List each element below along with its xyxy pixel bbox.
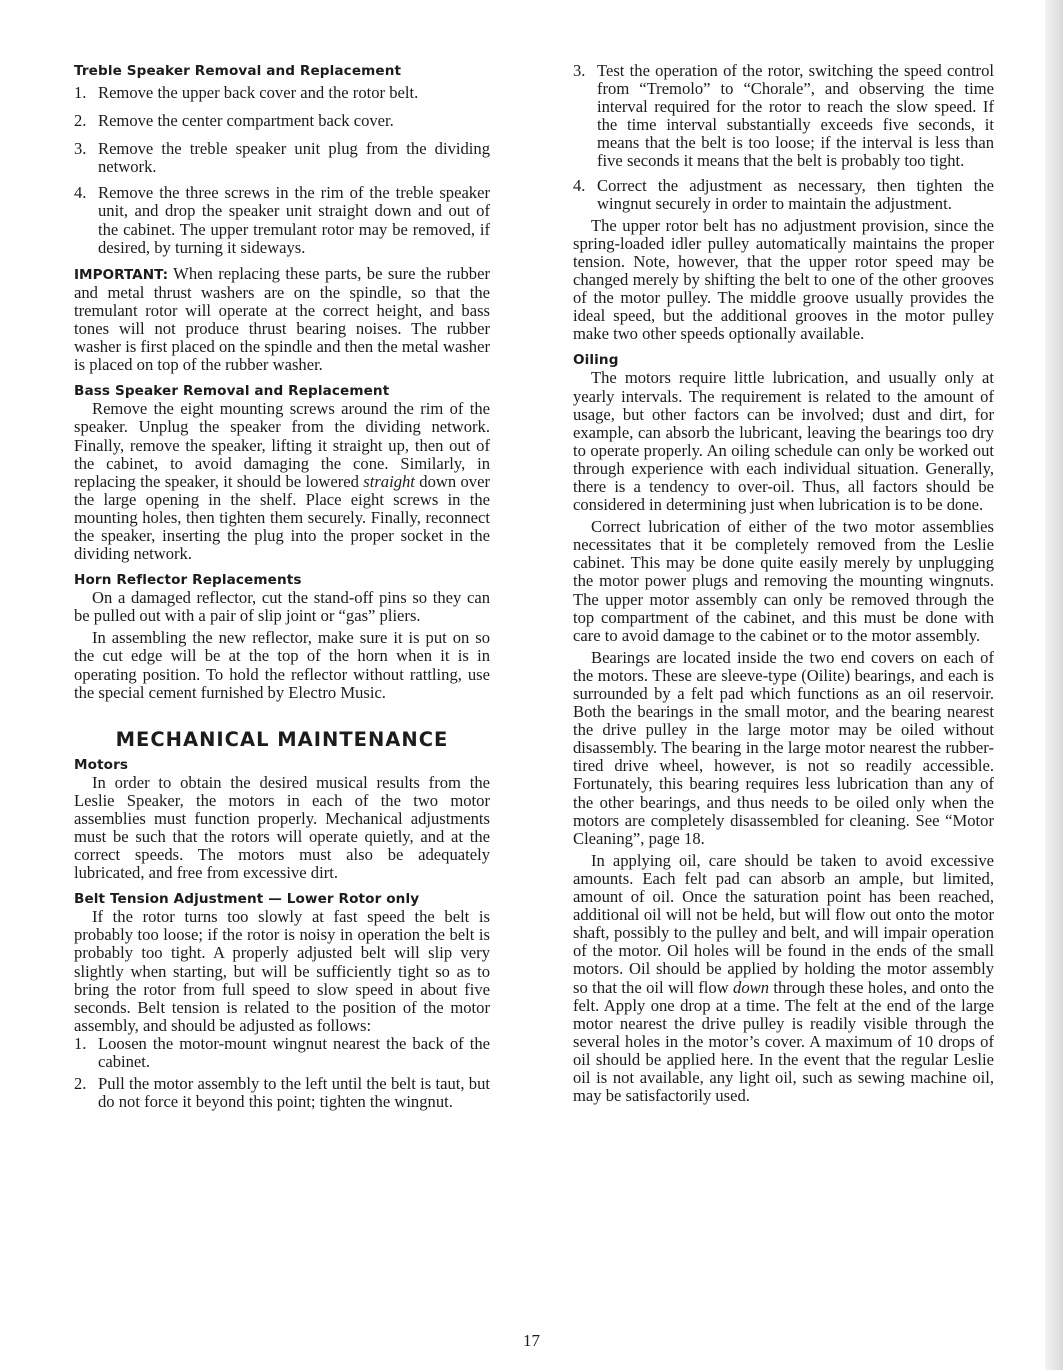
bass-text-emphasis: straight <box>363 471 415 491</box>
oiling-paragraph-4 <box>573 852 994 1105</box>
step-text: Remove the center compartment back cover. <box>98 111 394 131</box>
treble-step <box>74 112 490 130</box>
treble-step <box>74 84 490 102</box>
treble-heading: Treble Speaker Removal and Replacement <box>74 63 402 79</box>
right-column <box>573 62 994 1105</box>
bass-text-1: Remove the eight mounting screws around the rim of the speaker. Unplug the speaker from the dividing network. Finally, remove the speaker, lifting it straight up, then out of the cabinet, to avoid damaging the cone. Similarly, in replacing the speaker, it should be lowered <box>74 399 490 491</box>
step-number: 4. <box>74 183 87 203</box>
oiling-text-4a: In applying oil, care should be taken to avoid excessive amounts. Each felt pad can absorb an ample, but limited, amount of oil. Once the saturation point has been reached, additional oil will not be held, but will flow out onto the motor shaft, possibly to the pulley and belt, and will impair operation of the motor. Oil holes will be found in the ends of the small motors. Oil should be applied by holding the motor assembly so that the oil will flow <box>573 850 994 997</box>
step-text: Remove the upper back cover and the rotor belt. <box>98 83 419 102</box>
belt-step <box>74 1075 490 1111</box>
oiling-text-emphasis: down <box>733 977 769 997</box>
treble-step <box>74 140 490 176</box>
step-number: 4. <box>573 175 586 195</box>
treble-step <box>74 184 490 256</box>
step-text: Remove the three screws in the rim of the treble speaker unit, and drop the speaker unit straight down and out of the cabinet. The upper tremulant rotor may be removed, if desired, by turning it sideways. <box>98 183 490 257</box>
belt-paragraph: If the rotor turns too slowly at fast speed the belt is probably too loose; if the rotor is noisy in operation the belt is probably too tight. A properly adjusted belt will slip very slightly when starting, but will be sufficiently tight so as to bring the rotor from full speed to slow speed in about five seconds. Belt tension is related to the position of the motor assembly, and should be adjusted as follows: <box>74 907 490 1035</box>
step-number: 1. <box>74 1033 87 1053</box>
oiling-heading: Oiling <box>573 352 619 369</box>
step-text: Test the operation of the rotor, switching the speed control from “Tremolo” to “Chorale”, and observing the time interval required for the rotor to reach the slow speed. If the time interval substantially exceeds five seconds, it means that the belt is too loose; if the interval is less than five seconds it means that the belt is probably too tight. <box>597 61 994 171</box>
step-number: 2. <box>74 1074 87 1094</box>
oiling-paragraph-2: Correct lubrication of either of the two motor assemblies necessitates that it be completely removed from the Leslie cabinet. This may be done quite easily merely by unplugging the motor power plugs and removing the mounting wingnuts. The upper motor assembly can only be removed through the top compartment of the cabinet, and this must be done with care to avoid damage to the cabinet or to the motor assembly. <box>573 517 994 645</box>
motors-heading: Motors <box>74 756 129 773</box>
upper-belt-paragraph: The upper rotor belt has no adjustment provision, since the spring-loaded idler pulley automatically maintains the proper tension. Note, however, that the upper rotor speed may be changed merely by shifting the belt to one of the other grooves of the motor pulley. The middle groove usually provides the ideal speed, but the additional grooves in the motor pulley make two other speeds optionally available. <box>573 215 994 344</box>
important-label: IMPORTANT: <box>74 266 169 283</box>
step-number: 3. <box>573 61 586 80</box>
bass-paragraph <box>74 400 490 563</box>
belt-step <box>74 1035 490 1071</box>
horn-paragraph-2: In assembling the new reflector, make sure it is put on so the cut edge will be at the top of the horn when it is in operating position. To hold the reflector without rattling, use the special cement furnished by Electro Music. <box>74 628 490 702</box>
horn-paragraph-1: On a damaged reflector, cut the stand-off pins so they can be pulled out with a pair of slip joint or “gas” pliers. <box>74 588 490 626</box>
step-text: Loosen the motor-mount wingnut nearest the back of the cabinet. <box>98 1033 490 1072</box>
motors-paragraph: In order to obtain the desired musical results from the Leslie Speaker, the motors in each of the two motor assemblies must function properly. Mechanical adjustments must be such that the rotors will operate quietly, and at the correct speeds. The motors must also be adequately lubricated, and free from excessive dirt. <box>74 772 490 883</box>
important-text: When replacing these parts, be sure the rubber and metal thrust washers are on the spindle, so that the tremulant rotor will operate at the correct height, and bass tones will not produce thrust bearing noises. The rubber washer is first placed on the spindle and then the metal washer is placed on top of the rubber washer. <box>74 263 490 375</box>
belt-step <box>573 62 994 171</box>
important-note <box>74 265 490 375</box>
step-text: Pull the motor assembly to the left until the belt is taut, but do not force it beyond this point; tighten the wingnut. <box>98 1074 490 1112</box>
oiling-text-4b: through these holes, and onto the felt. Apply one drop at a time. The felt at the end of the large motor nearest the drive pulley is readily visible through the several holes in the motor’s cover. A maximum of 10 drops of oil should be applied here. In the event that the regular Leslie oil is not available, any light oil, such as sewing machine oil, may be satisfactorily used. <box>573 977 994 1106</box>
step-number: 1. <box>74 83 87 102</box>
horn-heading: Horn Reflector Replacements <box>74 572 302 589</box>
oiling-paragraph-3: Bearings are located inside the two end covers on each of the motors. These are sleeve-type (Oilite) bearings, and each is surrounded by a felt pad which functions as an oil reservoir. Both the bearings in the small motor, and the bearing nearest the drive pulley in the large motor may be oiled without disassembly. The bearing in the large motor nearest the rubber-tired drive wheel, however, is not so readily accessible. Fortunately, this bearing requires less lubrication than any of the other bearings, and thus needs to be oiled only when the motors are completely disassembled for cleaning. See “Motor Cleaning”, page 18. <box>573 647 994 848</box>
oiling-paragraph-1: The motors require little lubrication, and usually only at yearly intervals. The requirement is related to the amount of usage, but other factors can be involved; dust and dirt, for example, can absorb the lubricant, leaving the bearings too dry to operate properly. An oiling schedule can only be worked out through experience with each individual situation. Generally, there is a tendency to over-oil. Thus, all factors should be considered in determining just when lubrication is to be done. <box>573 368 994 515</box>
step-text: Correct the adjustment as necessary, then tighten the wingnut securely in order to maintain the adjustment. <box>597 175 994 213</box>
left-column <box>74 62 490 1111</box>
bass-heading: Bass Speaker Removal and Replacement <box>74 383 390 400</box>
page-edge-shadow <box>1045 0 1063 1370</box>
bass-text-2: down over the large opening in the shelf. Place eight screws in the mounting holes, then tighten them securely. Finally, reconnect the speaker, inserting the plug into the proper socket in the dividing network. <box>74 471 490 564</box>
section-heading: MECHANICAL MAINTENANCE <box>115 727 449 751</box>
belt-heading: Belt Tension Adjustment — Lower Rotor only <box>74 891 420 908</box>
step-text: Remove the treble speaker unit plug from the dividing network. <box>98 139 490 177</box>
belt-step <box>573 177 994 213</box>
step-number: 2. <box>74 111 87 131</box>
step-number: 3. <box>74 139 87 159</box>
page-number: 17 <box>523 1331 540 1350</box>
